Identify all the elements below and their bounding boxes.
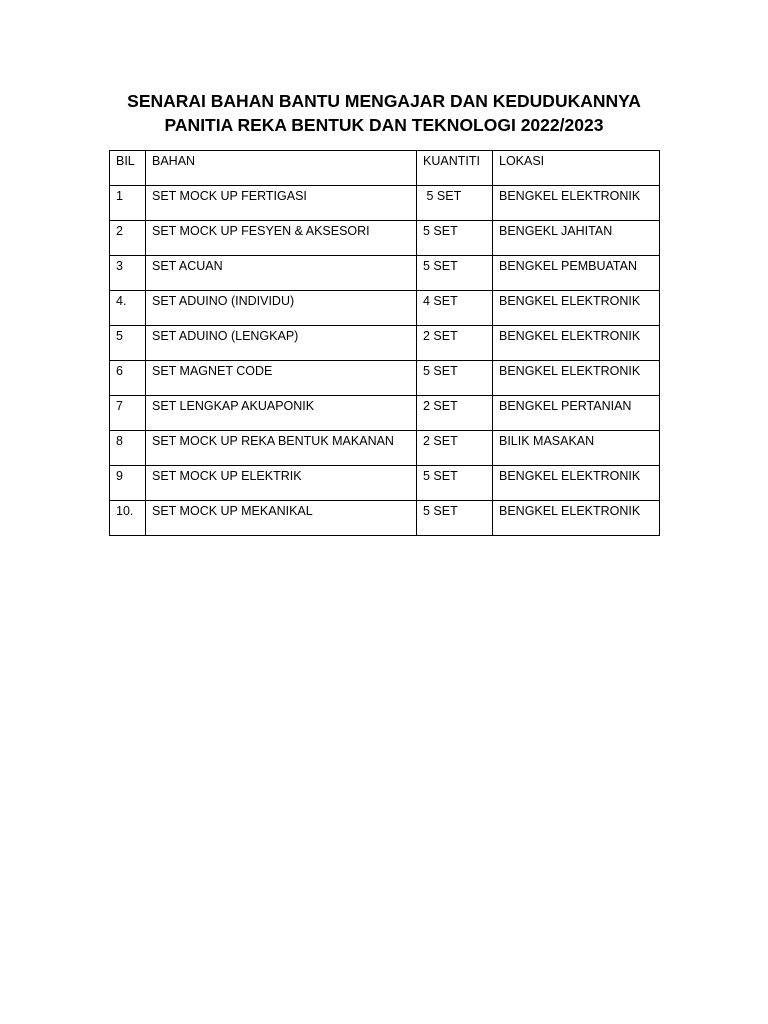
cell-bahan-text: SET ADUINO (LENGKAP) bbox=[152, 329, 299, 343]
cell-bahan-text: SET ADUINO (INDIVIDU) bbox=[152, 294, 295, 308]
cell-bahan bbox=[146, 221, 417, 256]
cell-kuantiti bbox=[417, 186, 493, 221]
cell-lokasi-text: BENGKEL ELEKTRONIK bbox=[499, 469, 641, 483]
cell-lokasi bbox=[493, 291, 660, 326]
cell-kuantiti-text: 5 SET bbox=[423, 189, 462, 203]
cell-bil-text: 1 bbox=[116, 189, 123, 203]
header-kuantiti bbox=[417, 151, 493, 186]
cell-bahan bbox=[146, 501, 417, 536]
cell-lokasi bbox=[493, 501, 660, 536]
table-row bbox=[110, 466, 660, 501]
cell-bil bbox=[110, 361, 146, 396]
cell-bil-text: 9 bbox=[116, 469, 123, 483]
cell-kuantiti-text: 2 SET bbox=[423, 399, 458, 413]
cell-kuantiti bbox=[417, 396, 493, 431]
cell-bahan-text: SET LENGKAP AKUAPONIK bbox=[152, 399, 315, 413]
cell-bil-text: 6 bbox=[116, 364, 123, 378]
table-row bbox=[110, 361, 660, 396]
table-row bbox=[110, 186, 660, 221]
cell-bil bbox=[110, 466, 146, 501]
cell-bil-text: 8 bbox=[116, 434, 123, 448]
cell-kuantiti bbox=[417, 326, 493, 361]
table-row bbox=[110, 431, 660, 466]
cell-lokasi-text: BILIK MASAKAN bbox=[499, 434, 595, 448]
cell-bil bbox=[110, 186, 146, 221]
cell-bahan-text: SET MOCK UP ELEKTRIK bbox=[152, 469, 302, 483]
cell-kuantiti-text: 2 SET bbox=[423, 329, 458, 343]
title-line-2: PANITIA REKA BENTUK DAN TEKNOLOGI 2022/2023 bbox=[164, 115, 604, 135]
table-row bbox=[110, 326, 660, 361]
cell-lokasi-text: BENGKEL ELEKTRONIK bbox=[499, 294, 641, 308]
cell-bil bbox=[110, 326, 146, 361]
cell-lokasi-text: BENGKEL PERTANIAN bbox=[499, 399, 632, 413]
cell-lokasi-text: BENGEKL JAHITAN bbox=[499, 224, 613, 238]
cell-kuantiti-text: 4 SET bbox=[423, 294, 458, 308]
header-bahan-label: BAHAN bbox=[152, 154, 196, 168]
cell-lokasi bbox=[493, 326, 660, 361]
table-row bbox=[110, 256, 660, 291]
cell-kuantiti-text: 5 SET bbox=[423, 224, 458, 238]
table-row bbox=[110, 501, 660, 536]
cell-bahan bbox=[146, 291, 417, 326]
document-title bbox=[0, 89, 768, 137]
cell-bahan bbox=[146, 326, 417, 361]
cell-kuantiti-text: 5 SET bbox=[423, 259, 458, 273]
cell-bahan-text: SET MOCK UP MEKANIKAL bbox=[152, 504, 313, 518]
cell-lokasi bbox=[493, 186, 660, 221]
cell-bahan bbox=[146, 256, 417, 291]
cell-bahan bbox=[146, 361, 417, 396]
cell-lokasi-text: BENGKEL ELEKTRONIK bbox=[499, 504, 641, 518]
cell-bahan-text: SET MOCK UP FESYEN & AKSESORI bbox=[152, 224, 370, 238]
cell-kuantiti bbox=[417, 221, 493, 256]
cell-bil-text: 2 bbox=[116, 224, 123, 238]
cell-bil bbox=[110, 396, 146, 431]
cell-bil bbox=[110, 291, 146, 326]
cell-bahan bbox=[146, 466, 417, 501]
cell-bil-text: 4. bbox=[116, 294, 127, 308]
cell-kuantiti-text: 5 SET bbox=[423, 364, 458, 378]
cell-lokasi-text: BENGKEL ELEKTRONIK bbox=[499, 329, 641, 343]
cell-bahan-text: SET MOCK UP FERTIGASI bbox=[152, 189, 307, 203]
cell-kuantiti bbox=[417, 256, 493, 291]
cell-lokasi bbox=[493, 221, 660, 256]
cell-lokasi-text: BENGKEL ELEKTRONIK bbox=[499, 189, 641, 203]
header-bahan bbox=[146, 151, 417, 186]
cell-lokasi bbox=[493, 256, 660, 291]
cell-bahan-text: SET MAGNET CODE bbox=[152, 364, 273, 378]
materials-table bbox=[109, 150, 660, 536]
table-row bbox=[110, 396, 660, 431]
header-bil-label: BIL bbox=[116, 154, 135, 168]
cell-bil bbox=[110, 431, 146, 466]
cell-bil-text: 3 bbox=[116, 259, 123, 273]
header-lokasi bbox=[493, 151, 660, 186]
header-lokasi-label: LOKASI bbox=[499, 154, 545, 168]
table-header-row bbox=[110, 151, 660, 186]
cell-kuantiti-text: 5 SET bbox=[423, 504, 458, 518]
cell-bahan-text: SET MOCK UP REKA BENTUK MAKANAN bbox=[152, 434, 394, 448]
cell-lokasi bbox=[493, 466, 660, 501]
cell-kuantiti bbox=[417, 466, 493, 501]
cell-bil bbox=[110, 256, 146, 291]
cell-bil-text: 10. bbox=[116, 504, 134, 518]
cell-lokasi bbox=[493, 361, 660, 396]
cell-lokasi-text: BENGKEL ELEKTRONIK bbox=[499, 364, 641, 378]
cell-kuantiti bbox=[417, 431, 493, 466]
cell-bil-text: 7 bbox=[116, 399, 123, 413]
cell-lokasi bbox=[493, 396, 660, 431]
cell-bil bbox=[110, 221, 146, 256]
cell-kuantiti-text: 2 SET bbox=[423, 434, 458, 448]
cell-bahan-text: SET ACUAN bbox=[152, 259, 223, 273]
cell-bil bbox=[110, 501, 146, 536]
cell-kuantiti bbox=[417, 361, 493, 396]
header-bil bbox=[110, 151, 146, 186]
cell-bahan bbox=[146, 186, 417, 221]
cell-bahan bbox=[146, 396, 417, 431]
cell-bahan bbox=[146, 431, 417, 466]
title-line-1: SENARAI BAHAN BANTU MENGAJAR DAN KEDUDUKANNYA bbox=[127, 91, 641, 111]
cell-lokasi-text: BENGKEL PEMBUATAN bbox=[499, 259, 637, 273]
cell-bil-text: 5 bbox=[116, 329, 123, 343]
header-kuantiti-label: KUANTITI bbox=[423, 154, 480, 168]
cell-kuantiti-text: 5 SET bbox=[423, 469, 458, 483]
cell-kuantiti bbox=[417, 291, 493, 326]
table-row bbox=[110, 221, 660, 256]
cell-kuantiti bbox=[417, 501, 493, 536]
table-row bbox=[110, 291, 660, 326]
cell-lokasi bbox=[493, 431, 660, 466]
